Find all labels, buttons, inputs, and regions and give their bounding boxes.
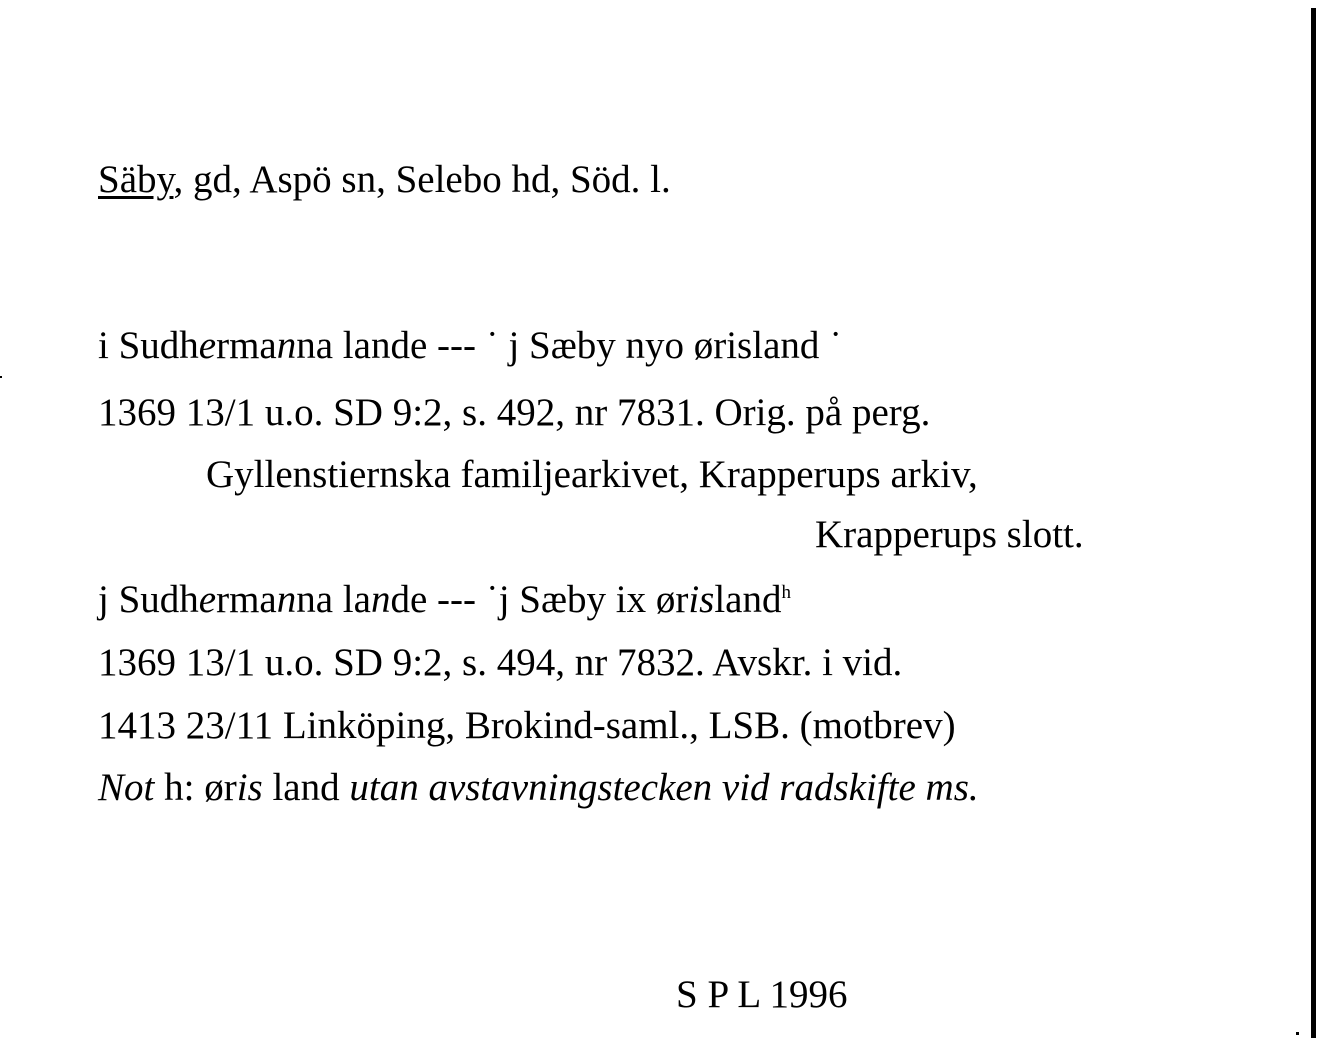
source-line-2: 1369 13/1 u.o. SD 9:2, s. 494, nr 7832. Avskr. i vid. — [98, 641, 903, 684]
form-text-expanded: e — [198, 324, 217, 367]
form-text-expanded: e — [198, 578, 217, 621]
scan-speck — [1296, 1032, 1299, 1035]
form-text: i Sudh — [98, 324, 199, 367]
note-key-italic: is — [236, 766, 263, 809]
form-line-1 — [98, 326, 842, 365]
footnote-marker: h — [781, 582, 791, 603]
note-text: utan avstavningstecken vid radskifte ms. — [349, 766, 979, 809]
form-text: de --- ˙j Sæby ix ør — [390, 578, 689, 621]
form-text-expanded: is — [688, 578, 715, 621]
source-line-1-continuation: Gyllenstiernska familjearkivet, Krapperups arkiv, — [206, 453, 978, 496]
card-right-edge — [1311, 8, 1316, 1038]
source-line-1-continuation: Krapperups slott. — [815, 513, 1084, 556]
note-key: land — [262, 766, 350, 809]
note-key: h: ør — [154, 766, 237, 809]
scan-speck — [0, 376, 2, 378]
form-line-2 — [98, 580, 791, 619]
form-text: rma — [216, 324, 277, 367]
note-line — [98, 768, 979, 807]
form-text: j Sudh — [98, 578, 199, 621]
form-text: na lande --- ˙ j Sæby nyo ørisland ˙ — [296, 324, 843, 367]
form-text-expanded: n — [370, 578, 391, 621]
form-text-expanded: n — [276, 578, 297, 621]
headword: Säby — [98, 158, 174, 201]
form-text: rma — [216, 578, 277, 621]
source-line-1: 1369 13/1 u.o. SD 9:2, s. 492, nr 7831. Orig. på perg. — [98, 391, 931, 434]
form-text: land — [714, 578, 782, 621]
note-label: Not — [98, 766, 155, 809]
form-text: na la — [296, 578, 371, 621]
heading — [98, 160, 671, 199]
form-text-expanded: n — [276, 324, 297, 367]
signature: S P L 1996 — [676, 973, 848, 1016]
source-line-2-continuation: 1413 23/11 Linköping, Brokind-saml., LSB. (motbrev) — [98, 704, 956, 747]
heading-details: , gd, Aspö sn, Selebo hd, Söd. l. — [173, 158, 671, 201]
